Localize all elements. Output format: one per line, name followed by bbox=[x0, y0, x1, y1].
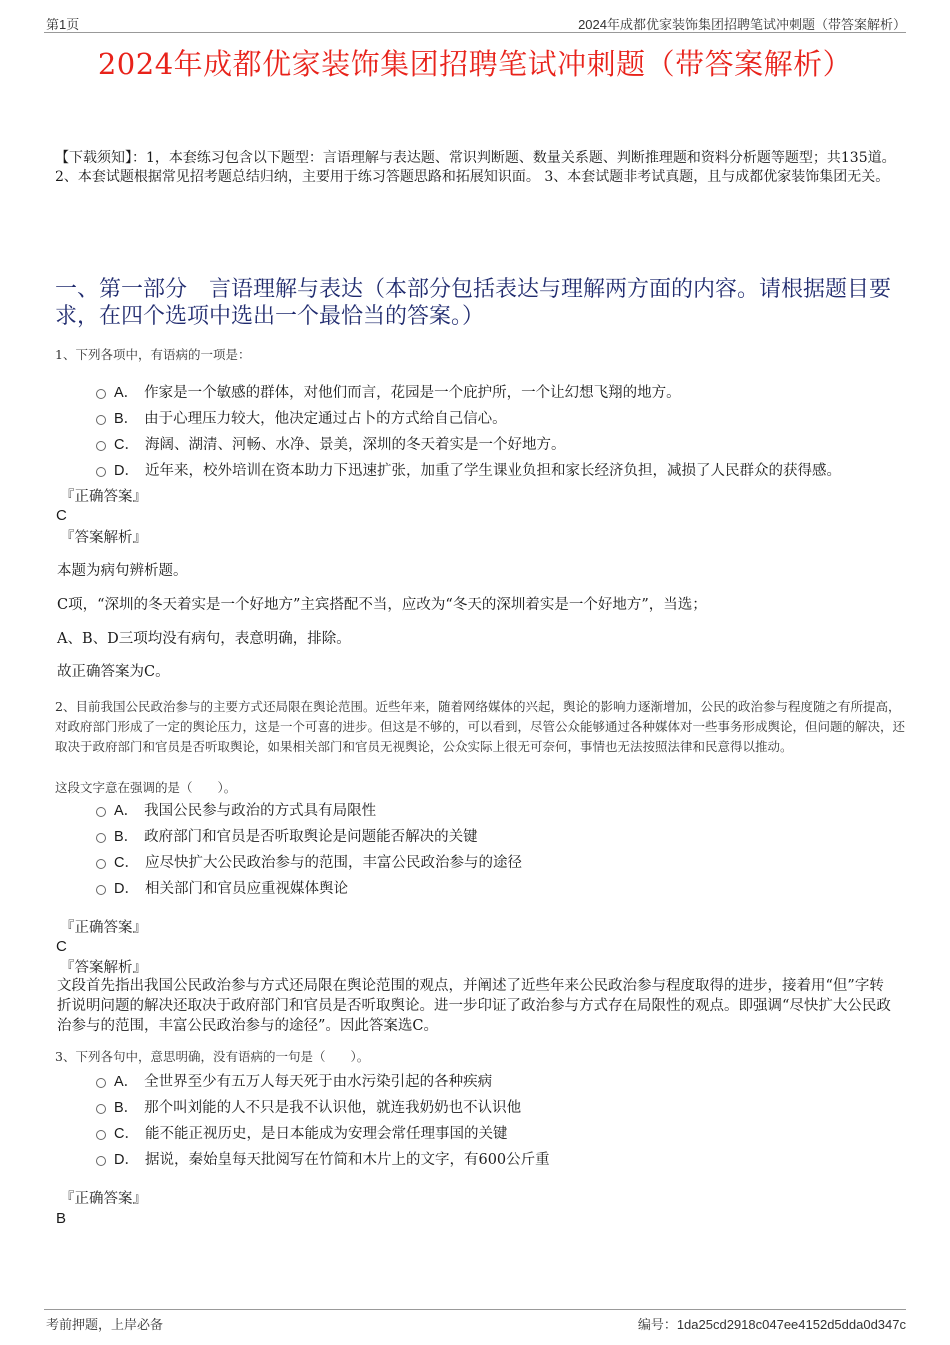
radio-icon[interactable] bbox=[96, 1156, 106, 1166]
q2-stem: 2、目前我国公民政治参与的主要方式还局限在舆论范围。近些年来，随着网络媒体的兴起，舆论的影响力逐渐增加，公民的政治参与程度随之有所提高，对政府部门形成了一定的舆论压力，这是一个可喜的进步。但这是不够的，可以看到，尽管公众能够通过各种媒体对一些事务形成舆论，但问题的解决，还取决于政府部门和官员是否听取舆论，如果相关部门和官员无视舆论，公众实际上很无可奈何，事情也无法按照法律和民意得以推动。 bbox=[55, 699, 906, 754]
q2-analysis: 文段首先指出我国公民政治参与方式还局限在舆论范围的观点，并阐述了近些年来公民政治参与程度取得的进步，接着用“但”字转折说明问题的解决还取决于政府部门和官员是否听取舆论。进一步印证了政治参与方式存在局限性的观点。即强调“尽快扩大公民政治参与的范围，丰富公民政治参与的途径”。因此答案选C。 bbox=[57, 978, 891, 1034]
radio-icon[interactable] bbox=[96, 1104, 106, 1114]
q3-options bbox=[96, 1067, 906, 1171]
q3-stem: 3、下列各句中，意思明确，没有语病的一句是（ ）。 bbox=[55, 1049, 370, 1064]
radio-icon[interactable] bbox=[96, 1130, 106, 1140]
q1-answer-label: 『正确答案』 bbox=[60, 489, 147, 505]
q3-answer-label: 『正确答案』 bbox=[60, 1191, 147, 1207]
q1-analysis-line: 本题为病句辨析题。 bbox=[57, 563, 188, 579]
q1-option-b[interactable]: B． 由于心理压力较大，他决定通过占卜的方式给自己信心。 bbox=[96, 404, 906, 430]
q2-answer: C bbox=[56, 938, 67, 955]
radio-icon[interactable] bbox=[96, 833, 106, 843]
q2-option-b[interactable]: B． 政府部门和官员是否听取舆论是问题能否解决的关键 bbox=[96, 822, 906, 848]
radio-icon[interactable] bbox=[96, 885, 106, 895]
radio-icon[interactable] bbox=[96, 807, 106, 817]
q2-answer-label: 『正确答案』 bbox=[60, 920, 147, 936]
q1-analysis-line: C项，“深圳的冬天着实是一个好地方”主宾搭配不当，应改为“冬天的深圳着实是一个好地方”，当选； bbox=[57, 597, 707, 613]
footer-slogan: 考前押题，上岸必备 bbox=[46, 1318, 164, 1333]
q3-option-c[interactable]: C． 能不能正视历史，是日本能成为安理会常任理事国的关键 bbox=[96, 1119, 906, 1145]
footer-code-value: 1da25cd2918c047ee4152d5dda0d347c bbox=[676, 1317, 906, 1332]
page-number: 第1页 bbox=[46, 17, 80, 32]
footer-code bbox=[638, 1314, 906, 1333]
q2-option-d[interactable]: D． 相关部门和官员应重视媒体舆论 bbox=[96, 874, 906, 900]
q2-option-a[interactable]: A． 我国公民参与政治的方式具有局限性 bbox=[96, 796, 906, 822]
footer-code-label: 编号： bbox=[637, 1318, 677, 1333]
radio-icon[interactable] bbox=[96, 415, 106, 425]
q3-answer: B bbox=[56, 1210, 67, 1227]
radio-icon[interactable] bbox=[96, 441, 106, 451]
q1-option-a[interactable]: A． 作家是一个敏感的群体，对他们而言，花园是一个庇护所，一个让幻想飞翔的地方。 bbox=[96, 378, 906, 404]
q1-analysis-line: A、B、D三项均没有病句，表意明确，排除。 bbox=[57, 631, 351, 647]
q1-analysis-line: 故正确答案为C。 bbox=[57, 664, 170, 680]
radio-icon[interactable] bbox=[96, 467, 106, 477]
q3-option-b[interactable]: B． 那个叫刘能的人不只是我不认识他，就连我奶奶也不认识他 bbox=[96, 1093, 906, 1119]
q1-options bbox=[96, 378, 906, 482]
document-title: 2024年成都优家装饰集团招聘笔试冲刺题（带答案解析） bbox=[97, 47, 853, 81]
q3-option-a[interactable]: A． 全世界至少有五万人每天死于由水污染引起的各种疾病 bbox=[96, 1067, 906, 1093]
q1-option-d[interactable]: D． 近年来，校外培训在资本助力下迅速扩张，加重了学生课业负担和家长经济负担，减损了人民群众的获得感。 bbox=[96, 456, 906, 482]
radio-icon[interactable] bbox=[96, 389, 106, 399]
footer-divider bbox=[44, 1309, 906, 1310]
q3-option-d[interactable]: D． 据说，秦始皇每天批阅写在竹简和木片上的文字，有600公斤重 bbox=[96, 1145, 906, 1171]
radio-icon[interactable] bbox=[96, 1078, 106, 1088]
q1-stem: 1、下列各项中，有语病的一项是： bbox=[55, 347, 251, 362]
header-divider bbox=[44, 32, 906, 33]
q2-options bbox=[96, 796, 906, 900]
radio-icon[interactable] bbox=[96, 859, 106, 869]
q1-option-c[interactable]: C． 海阔、湖清、河畅、水净、景美，深圳的冬天着实是一个好地方。 bbox=[96, 430, 906, 456]
section-heading: 一、第一部分 言语理解与表达（本部分包括表达与理解两方面的内容。请根据题目要求，在四个选项中选出一个最恰当的答案。） bbox=[55, 277, 892, 329]
q2-prompt: 这段文字意在强调的是（ ）。 bbox=[55, 780, 237, 795]
q2-analysis-label: 『答案解析』 bbox=[60, 960, 147, 976]
download-notice: 【下载须知】：1，本套练习包含以下题型：言语理解与表达题、常识判断题、数量关系题、判断推理题和资料分析题等题型；共135道。 2、本套试题根据常见招考题总结归纳，主要用于练习答题思路和拓展知识面。 3、本套试题非考试真题，且与成都优家装饰集团无关。 bbox=[55, 150, 896, 185]
q2-option-c[interactable]: C． 应尽快扩大公民政治参与的范围，丰富公民政治参与的途径 bbox=[96, 848, 906, 874]
q1-answer: C bbox=[56, 507, 67, 524]
running-title: 2024年成都优家装饰集团招聘笔试冲刺题（带答案解析） bbox=[578, 17, 906, 32]
q1-analysis-label: 『答案解析』 bbox=[60, 530, 147, 546]
